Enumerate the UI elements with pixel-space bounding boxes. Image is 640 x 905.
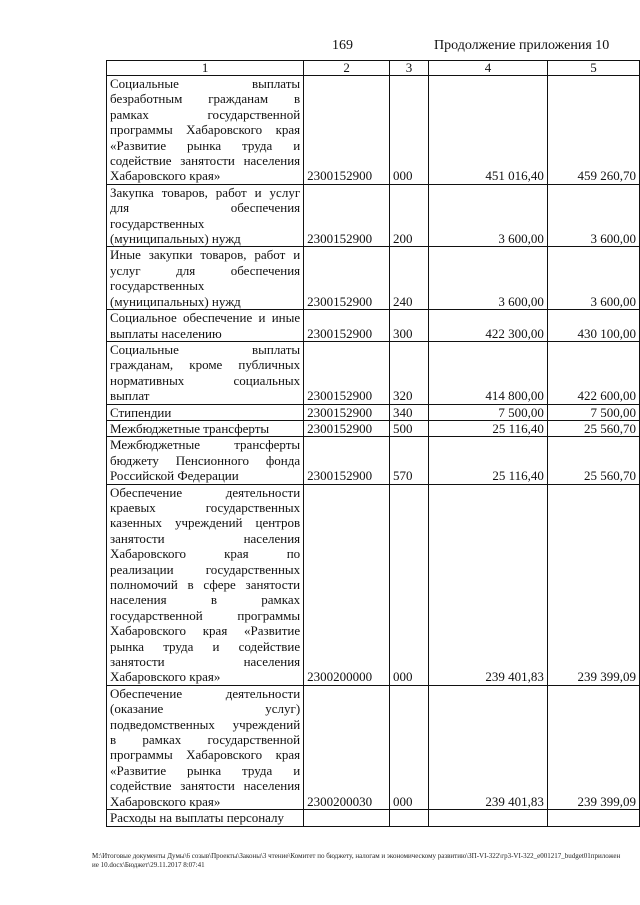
amount-2019-cell: 459 260,70 <box>547 76 639 185</box>
target-code-cell: 2300200030 <box>304 685 390 809</box>
amount-2019-cell: 25 560,70 <box>547 420 639 436</box>
amount-2018-cell: 25 116,40 <box>429 437 548 484</box>
column-header: 1 <box>107 61 304 76</box>
table-header-row <box>107 61 640 76</box>
description-line: Межбюджетные трансферты <box>110 420 270 436</box>
description-line: содействие занятости населения <box>110 153 301 169</box>
description-line: (муниципальных) нужд <box>110 231 241 247</box>
amount-2019-cell: 239 399,09 <box>547 685 639 809</box>
description-line: «Развитие рынка труда и <box>110 762 301 778</box>
description-line: государственных <box>110 215 205 231</box>
description-line: Социальные выплаты <box>110 76 301 91</box>
amount-2018-cell: 7 500,00 <box>429 404 548 420</box>
amount-2018-cell: 422 300,00 <box>429 310 548 342</box>
target-code-cell: 2300152900 <box>304 184 390 247</box>
description-line: Стипендии <box>110 404 172 420</box>
description-line: нормативных социальных <box>110 372 301 388</box>
expense-type-cell: 000 <box>390 484 429 685</box>
table-row <box>107 247 640 310</box>
description-line: государственной программы <box>110 607 301 623</box>
amount-2019-cell <box>547 810 639 826</box>
expense-type-cell: 000 <box>390 685 429 809</box>
row-description <box>107 76 304 185</box>
target-code-cell: 2300152900 <box>304 76 390 185</box>
description-line: краевых государственных <box>110 499 301 515</box>
table-row <box>107 420 640 436</box>
description-line: занятости населения <box>110 654 301 670</box>
page-number: 169 <box>332 38 353 53</box>
description-line: Социальное обеспечение и иные <box>110 310 301 326</box>
expense-type-cell: 500 <box>390 420 429 436</box>
amount-2019-cell: 239 399,09 <box>547 484 639 685</box>
description-line: гражданам, кроме публичных <box>110 357 301 373</box>
row-description <box>107 484 304 685</box>
description-line: занятости населения <box>110 530 301 546</box>
table-row <box>107 484 640 685</box>
expense-type-cell: 300 <box>390 310 429 342</box>
description-line: (муниципальных) нужд <box>110 293 241 309</box>
description-line: выплаты населению <box>110 325 222 341</box>
description-line: выплат <box>110 388 150 404</box>
amount-2018-cell <box>429 810 548 826</box>
description-line: Обеспечение деятельности <box>110 685 301 701</box>
amount-2018-cell: 414 800,00 <box>429 341 548 404</box>
row-description <box>107 310 304 342</box>
amount-2019-cell: 3 600,00 <box>547 184 639 247</box>
description-line: содействие занятости населения <box>110 778 301 794</box>
amount-2018-cell: 25 116,40 <box>429 420 548 436</box>
description-line: для обеспечения <box>110 200 301 216</box>
budget-table <box>106 60 640 827</box>
amount-2019-cell: 422 600,00 <box>547 341 639 404</box>
expense-type-cell <box>390 810 429 826</box>
description-line: Обеспечение деятельности <box>110 484 301 500</box>
target-code-cell: 2300152900 <box>304 420 390 436</box>
table-body <box>107 76 640 827</box>
expense-type-cell: 200 <box>390 184 429 247</box>
description-line: Хабаровского края» <box>110 793 221 809</box>
description-line: реализации государственных <box>110 561 301 577</box>
description-line: безработным гражданам в <box>110 91 301 107</box>
row-description <box>107 437 304 484</box>
table-row <box>107 310 640 342</box>
row-description <box>107 184 304 247</box>
description-line: государственных <box>110 278 205 294</box>
row-description <box>107 685 304 809</box>
description-line: казенных учреждений центров <box>110 515 301 531</box>
target-code-cell: 2300152900 <box>304 310 390 342</box>
amount-2018-cell: 239 401,83 <box>429 685 548 809</box>
table-row <box>107 76 640 185</box>
description-line: Межбюджетные трансферты <box>110 437 301 453</box>
description-line: Хабаровского края по <box>110 546 301 562</box>
expense-type-cell: 000 <box>390 76 429 185</box>
description-line: (оказание услуг) <box>110 701 301 717</box>
description-line: рамках государственной <box>110 106 301 122</box>
table-row <box>107 184 640 247</box>
description-line: Хабаровского края» <box>110 168 221 184</box>
description-line: Хабаровского края «Развитие <box>110 623 301 639</box>
description-line: программы Хабаровского края <box>110 747 301 763</box>
row-description <box>107 247 304 310</box>
description-line: Российской Федерации <box>110 468 239 484</box>
column-header: 5 <box>547 61 639 76</box>
table-row <box>107 437 640 484</box>
table-row <box>107 404 640 420</box>
expense-type-cell: 320 <box>390 341 429 404</box>
description-line: «Развитие рынка труда и <box>110 137 301 153</box>
target-code-cell: 2300152900 <box>304 404 390 420</box>
table-row <box>107 341 640 404</box>
expense-type-cell: 570 <box>390 437 429 484</box>
amount-2019-cell: 25 560,70 <box>547 437 639 484</box>
description-line: Иные закупки товаров, работ и <box>110 247 301 263</box>
target-code-cell <box>304 810 390 826</box>
description-line: рынка труда и содействие <box>110 638 301 654</box>
target-code-cell: 2300152900 <box>304 341 390 404</box>
continuation-label: Продолжение приложения 10 <box>434 38 610 53</box>
description-line: населения в рамках <box>110 592 301 608</box>
expense-type-cell: 340 <box>390 404 429 420</box>
amount-2018-cell: 239 401,83 <box>429 484 548 685</box>
amount-2019-cell: 3 600,00 <box>547 247 639 310</box>
description-line: Социальные выплаты <box>110 341 301 357</box>
description-line: подведомственных учреждений <box>110 716 301 732</box>
table-row <box>107 685 640 809</box>
target-code-cell: 2300152900 <box>304 437 390 484</box>
description-line: в рамках государственной <box>110 732 301 748</box>
description-line: программы Хабаровского края <box>110 122 301 138</box>
table-row <box>107 810 640 826</box>
target-code-cell: 2300200000 <box>304 484 390 685</box>
amount-2018-cell: 3 600,00 <box>429 184 548 247</box>
row-description <box>107 404 304 420</box>
amount-2019-cell: 430 100,00 <box>547 310 639 342</box>
amount-2018-cell: 451 016,40 <box>429 76 548 185</box>
document-path-footer: M:\Итоговые документы Думы\6 созыв\Проекты\Законы\3 чтение\Комитет по бюджету, налогам и экономическому развитию\ЗП-VI-322\гр3-VI-322_e001217_budget01приложение 10.docx\Бюджет\29.11.2017 8:07:41 <box>92 852 621 869</box>
description-line: полномочий в сфере занятости <box>110 577 301 592</box>
amount-2018-cell: 3 600,00 <box>429 247 548 310</box>
description-line: бюджету Пенсионного фонда <box>110 452 301 468</box>
column-header: 2 <box>304 61 390 76</box>
amount-2019-cell: 7 500,00 <box>547 404 639 420</box>
description-line: Закупка товаров, работ и услуг <box>110 184 301 200</box>
description-line: Хабаровского края» <box>110 669 221 685</box>
row-description <box>107 420 304 436</box>
target-code-cell: 2300152900 <box>304 247 390 310</box>
row-description <box>107 810 304 826</box>
description-line: услуг для обеспечения <box>110 262 301 278</box>
row-description <box>107 341 304 404</box>
column-header: 3 <box>390 61 429 76</box>
description-line: Расходы на выплаты персоналу <box>110 810 285 826</box>
column-header: 4 <box>429 61 548 76</box>
expense-type-cell: 240 <box>390 247 429 310</box>
